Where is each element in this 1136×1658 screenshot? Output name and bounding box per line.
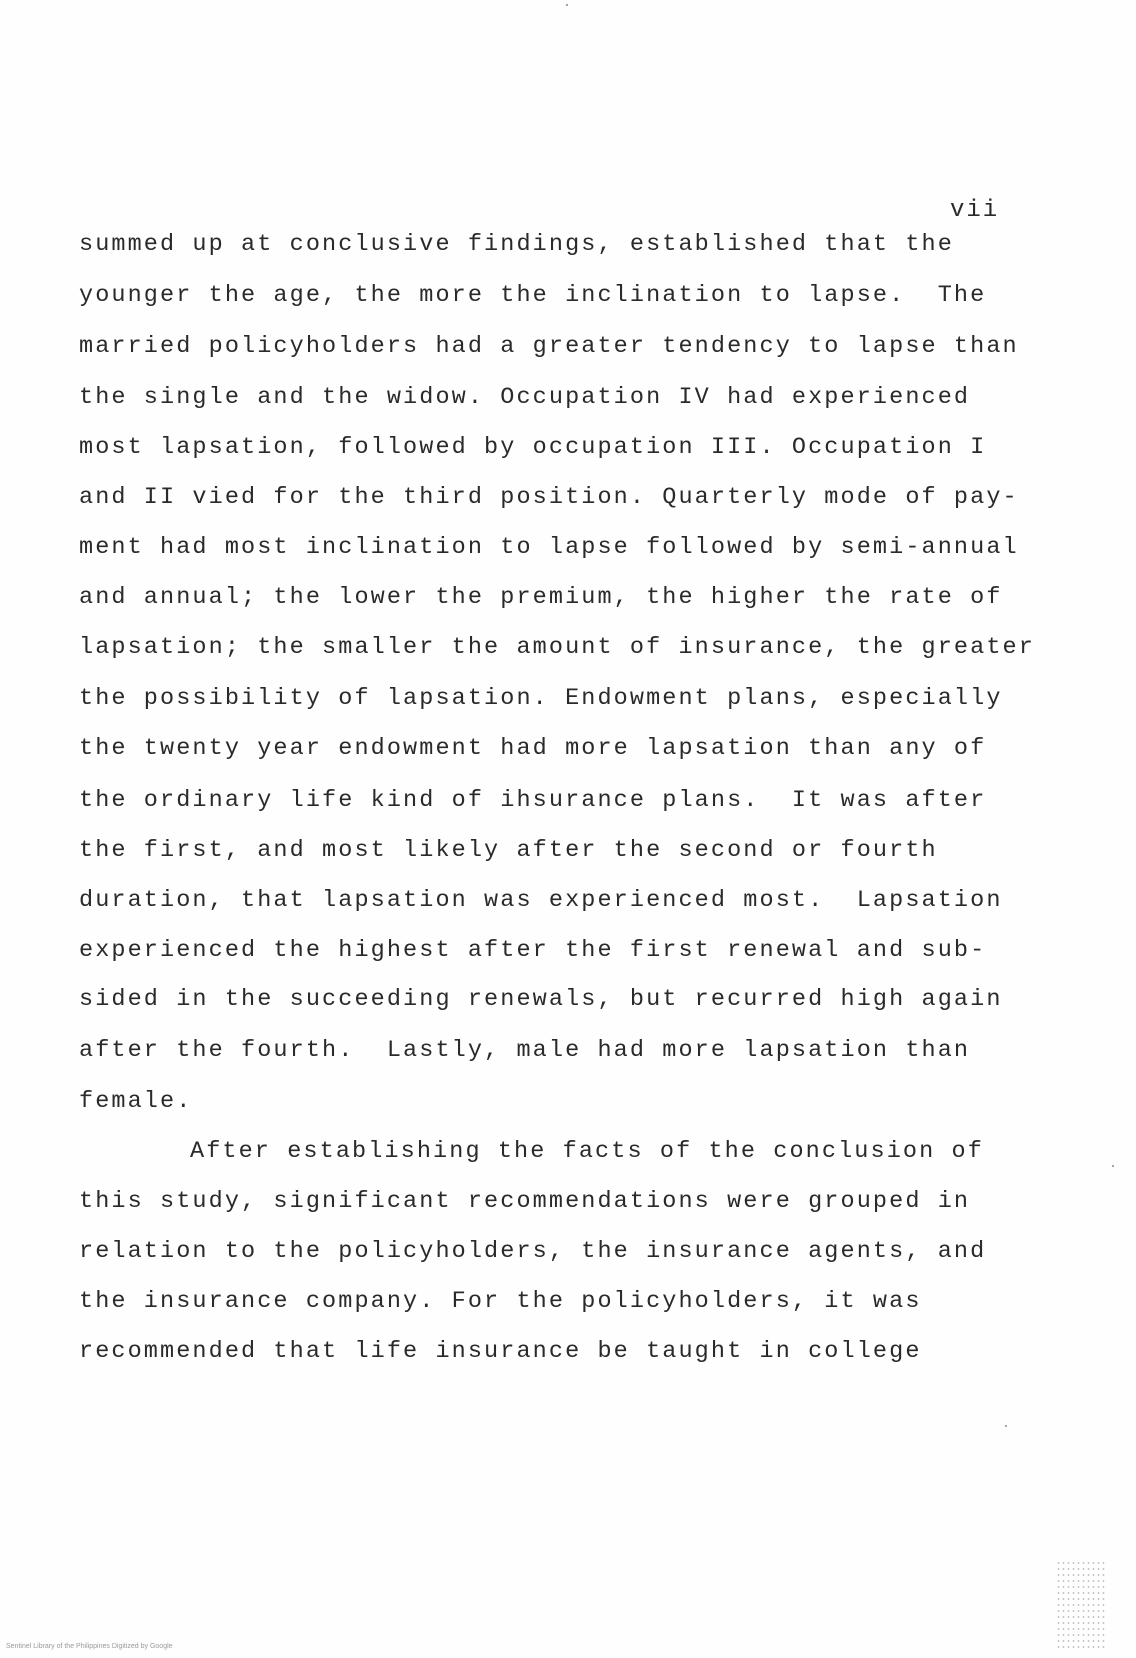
text-line: experienced the highest after the first renewal and sub- bbox=[79, 937, 987, 964]
text-line: younger the age, the more the inclination to lapse. The bbox=[79, 282, 987, 309]
text-line: after the fourth. Lastly, male had more lapsation than bbox=[79, 1037, 971, 1064]
text-line: most lapsation, followed by occupation III. Occupation I bbox=[79, 434, 987, 461]
text-line: and annual; the lower the premium, the higher the rate of bbox=[79, 584, 1003, 611]
text-line: sided in the succeeding renewals, but recurred high again bbox=[79, 986, 1003, 1013]
text-line: female. bbox=[79, 1088, 193, 1115]
scan-speck bbox=[566, 4, 568, 6]
text-line: lapsation; the smaller the amount of insurance, the greater bbox=[79, 634, 1035, 661]
text-line: this study, significant recommendations were grouped in bbox=[79, 1188, 971, 1215]
text-line: After establishing the facts of the conclusion of bbox=[190, 1138, 984, 1165]
text-line: the single and the widow. Occupation IV had experienced bbox=[79, 384, 971, 411]
text-line: recommended that life insurance be taught in college bbox=[79, 1338, 922, 1365]
text-line: the twenty year endowment had more lapsation than any of bbox=[79, 735, 987, 762]
text-line: the insurance company. For the policyholders, it was bbox=[79, 1288, 922, 1315]
scan-speck bbox=[1112, 1165, 1114, 1167]
text-line: the first, and most likely after the second or fourth bbox=[79, 837, 938, 864]
text-line: married policyholders had a greater tendency to lapse than bbox=[79, 333, 1019, 360]
text-line: relation to the policyholders, the insurance agents, and bbox=[79, 1238, 987, 1265]
scan-footer: Sentinel Library of the Philippines Digitized by Google bbox=[6, 1643, 173, 1650]
text-line: duration, that lapsation was experienced most. Lapsation bbox=[79, 887, 1003, 914]
text-line: the possibility of lapsation. Endowment plans, especially bbox=[79, 685, 1003, 712]
text-line: and II vied for the third position. Quarterly mode of pay- bbox=[79, 484, 1019, 511]
page-number: vii bbox=[950, 197, 1000, 224]
text-line: the ordinary life kind of ihsurance plans. It was after bbox=[79, 787, 987, 814]
scan-noise bbox=[1056, 1560, 1106, 1650]
text-line: ment had most inclination to lapse followed by semi-annual bbox=[79, 534, 1019, 561]
text-line: summed up at conclusive findings, established that the bbox=[79, 231, 954, 258]
scan-speck bbox=[1005, 1425, 1007, 1427]
